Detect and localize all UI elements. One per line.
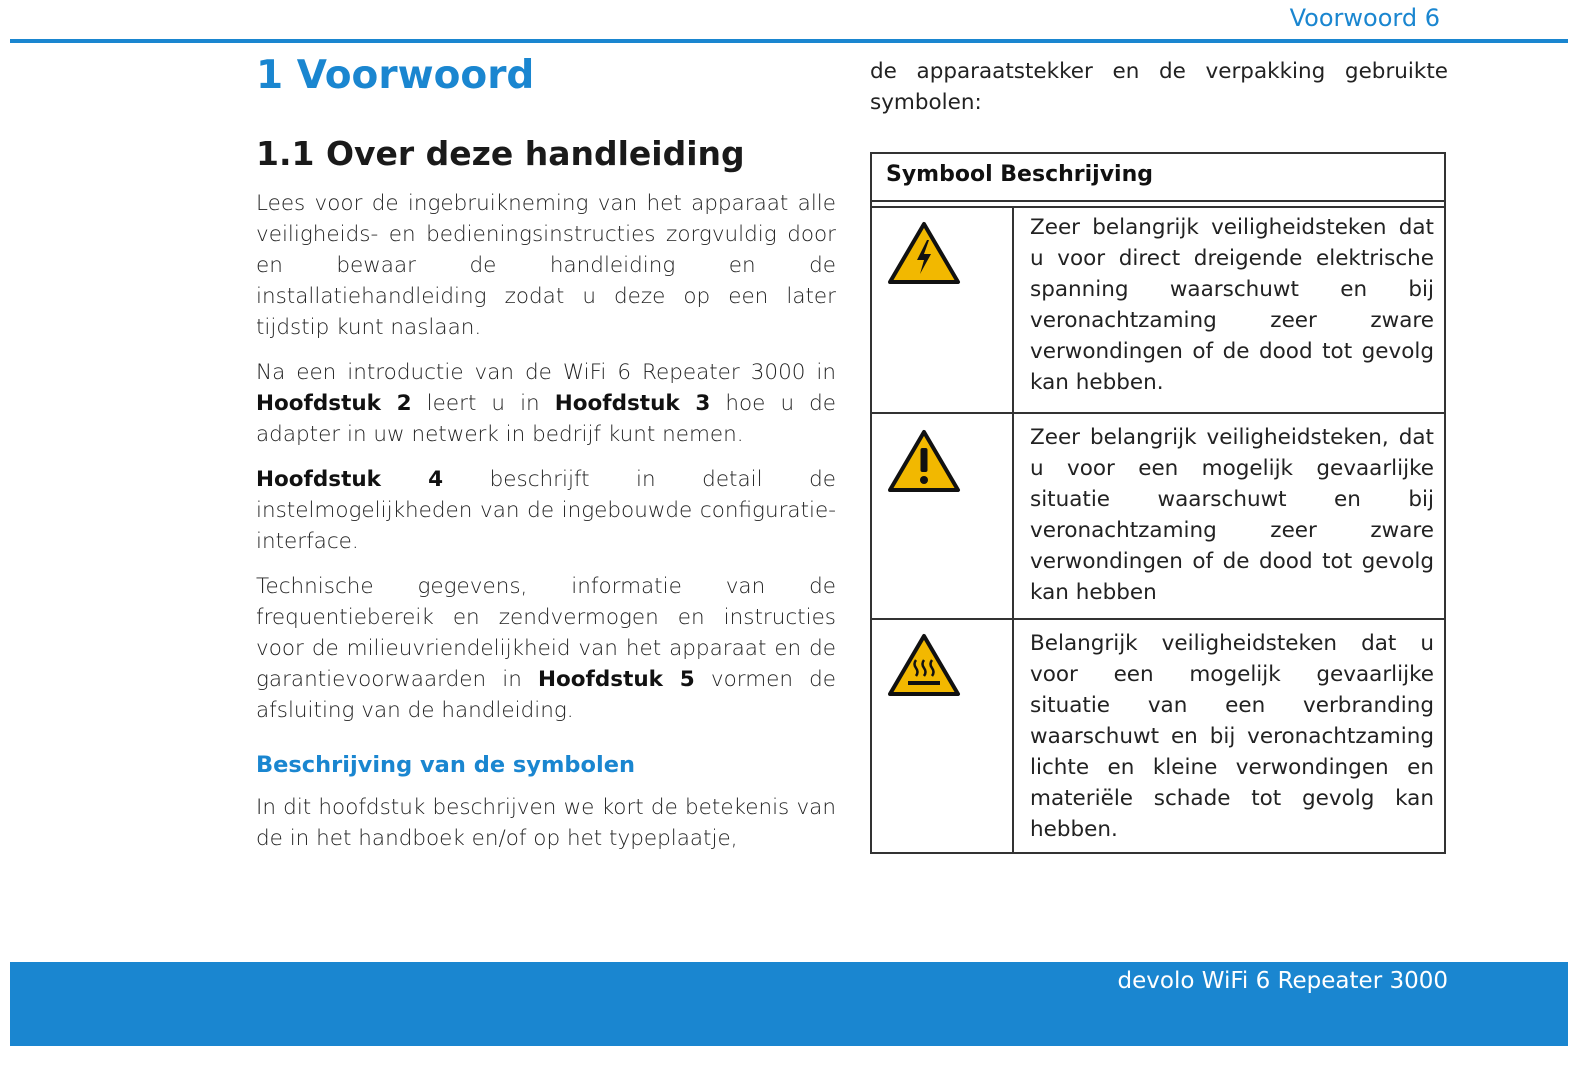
chapter-overview-paragraph: Na een introductie van de WiFi 6 Repeater 3000 in Hoofdstuk 2 leert u in Hoofdstuk 3 hoe u de adapter in uw netwerk in bedrijf kunt nemen.	[256, 360, 837, 447]
table-row	[872, 208, 1444, 412]
page-header-label: Voorwoord 6	[1289, 4, 1440, 32]
warning-exclamation-icon	[886, 428, 962, 494]
chapter-5-paragraph: Technische gegevens, informatie van de frequentiebereik en zendvermogen en instructies voor de milieuvriendelijkheid van het apparaat en de garantievoorwaarden in Hoofdstuk 5 vormen de afsluiting van de handleiding.	[256, 574, 837, 723]
footer-product-name: devolo WiFi 6 Repeater 3000	[1117, 968, 1448, 994]
right-column	[870, 56, 1448, 118]
table-row	[872, 412, 1444, 618]
chapter-4-paragraph: Hoofdstuk 4 beschrijft in detail de instelmogelijkheden van de ingebouwde configuratie-interface.	[256, 467, 837, 554]
hot-surface-icon	[886, 632, 962, 698]
chapter-5-ref: Hoofdstuk 5	[538, 667, 695, 692]
table-row-text: Zeer belangrijk veiligheidsteken dat u voor direct dreigende elektrische spanning waarschuwt en bij veronachtzaming zeer zware verwondingen of de dood tot gevolg kan hebben.	[1030, 215, 1434, 395]
chapter-4-ref: Hoofdstuk 4	[256, 467, 444, 492]
symbols-intro-paragraph: In dit hoofdstuk beschrijven we kort de betekenis van de in het handboek en/of op het typeplaatje,	[256, 795, 836, 851]
table-row-text: Belangrijk veiligheidsteken dat u voor een mogelijk gevaarlijke situatie van een verbranding waarschuwt en bij veronachtzaming lichte en kleine verwondingen en materiële schade tot gevolg kan hebben.	[1030, 631, 1434, 842]
intro-paragraph: Lees voor de ingebruikneming van het apparaat alle veiligheids- en bedieningsinstructies zorgvuldig door en bewaar de handleiding en de installatiehandleiding zodat u deze op een later tijdstip kunt naslaan.	[256, 191, 836, 340]
symbols-intro-continued: de apparaatstekker en de verpakking gebruikte symbolen:	[870, 59, 1448, 115]
symbols-table	[870, 152, 1446, 854]
table-header-label: Symbool Beschrijving	[886, 162, 1153, 187]
chapter-3-ref: Hoofdstuk 3	[554, 391, 711, 416]
section-title: 1.1 Over deze handleiding	[256, 134, 745, 173]
chapter-title: 1 Voorwoord	[256, 53, 535, 98]
left-column	[256, 52, 836, 854]
chapter-2-ref: Hoofdstuk 2	[256, 391, 412, 416]
symbols-subheading: Beschrijving van de symbolen	[256, 752, 635, 778]
electric-hazard-icon	[886, 220, 962, 286]
table-row-text: Zeer belangrijk veiligheidsteken, dat u voor een mogelijk gevaarlijke situatie waarschuwt en bij veronachtzaming zeer zware verwondingen of de dood tot gevolg kan hebben	[1030, 425, 1434, 605]
header-rule	[10, 39, 1568, 43]
table-row	[872, 618, 1444, 854]
table-header	[872, 154, 1444, 202]
